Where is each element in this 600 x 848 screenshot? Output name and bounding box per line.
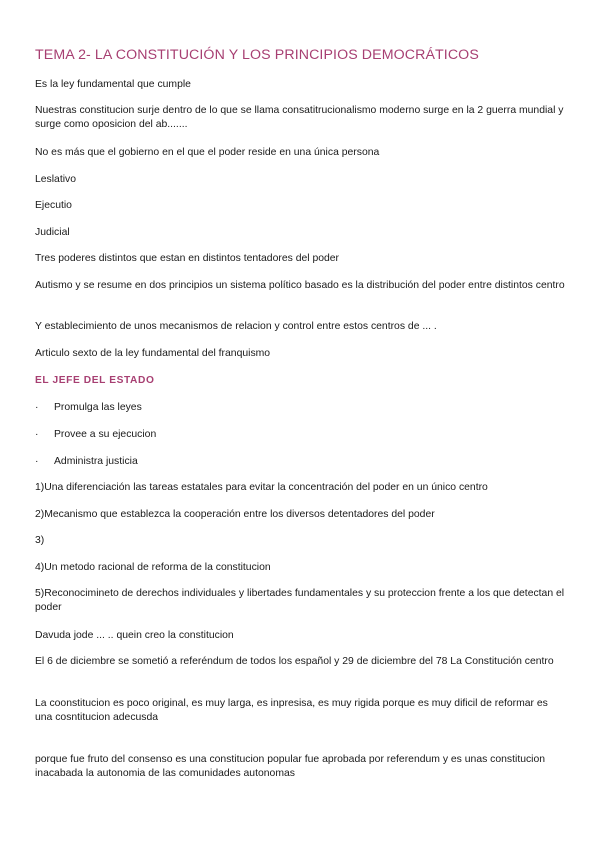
paragraph: Davuda jode ... .. quein creo la constitucion bbox=[35, 630, 234, 641]
paragraph: Es la ley fundamental que cumple bbox=[35, 79, 191, 90]
list-item-label: Provee a su ejecucion bbox=[54, 429, 157, 440]
list-item-label: Administra justicia bbox=[54, 456, 138, 467]
paragraph: El 6 de diciembre se sometió a referéndum de todos los español y 29 de diciembre del 78 La Constitución centro bbox=[35, 656, 554, 667]
list-item bbox=[35, 455, 138, 469]
paragraph: No es más que el gobierno en el que el poder reside en una única persona bbox=[35, 147, 380, 158]
paragraph: Judicial bbox=[35, 227, 70, 238]
list-item bbox=[35, 401, 142, 415]
paragraph: 1)Una diferenciación las tareas estatales para evitar la concentración del poder en un único centro bbox=[35, 482, 488, 493]
paragraph: porque fue fruto del consenso es una constitucion popular fue aprobada por referendum y es unas constitucion inacabada la autonomia de las comunidades autonomas bbox=[35, 754, 546, 779]
paragraph: 2)Mecanismo que establezca la cooperación entre los diversos detentadores del poder bbox=[35, 509, 435, 520]
bullet-icon: · bbox=[35, 456, 39, 467]
paragraph: Ejecutio bbox=[35, 200, 72, 211]
paragraph: Tres poderes distintos que estan en distintos tentadores del poder bbox=[35, 253, 340, 264]
document-title: TEMA 2- LA CONSTITUCIÓN Y LOS PRINCIPIOS DEMOCRÁTICOS bbox=[35, 47, 479, 63]
paragraph: La coonstitucion es poco original, es muy larga, es inpresisa, es muy rigida porque es muy dificil de reformar es una cosntitucion adecusda bbox=[35, 698, 548, 723]
list-item bbox=[35, 428, 156, 442]
paragraph: 4)Un metodo racional de reforma de la constitucion bbox=[35, 562, 271, 573]
paragraph: Autismo y se resume en dos principios un sistema político basado es la distribución del poder entre distintos centro bbox=[35, 280, 565, 291]
bullet-icon: · bbox=[35, 402, 39, 413]
paragraph: Y establecimiento de unos mecanismos de relacion y control entre estos centros de ... . bbox=[35, 321, 437, 332]
list-item-label: Promulga las leyes bbox=[54, 402, 142, 413]
paragraph: 3) bbox=[35, 535, 45, 546]
paragraph: Articulo sexto de la ley fundamental del franquismo bbox=[35, 348, 271, 359]
bullet-icon: · bbox=[35, 429, 39, 440]
paragraph: Nuestras constitucion surje dentro de lo que se llama consatitrucionalismo moderno surge en la 2 guerra mundial y surge como oposicion del ab....... bbox=[35, 105, 564, 130]
section-heading: EL JEFE DEL ESTADO bbox=[35, 375, 155, 386]
paragraph: Leslativo bbox=[35, 174, 77, 185]
paragraph: 5)Reconocimineto de derechos individuales y libertades fundamentales y su proteccion frente a los que detectan el poder bbox=[35, 588, 565, 613]
